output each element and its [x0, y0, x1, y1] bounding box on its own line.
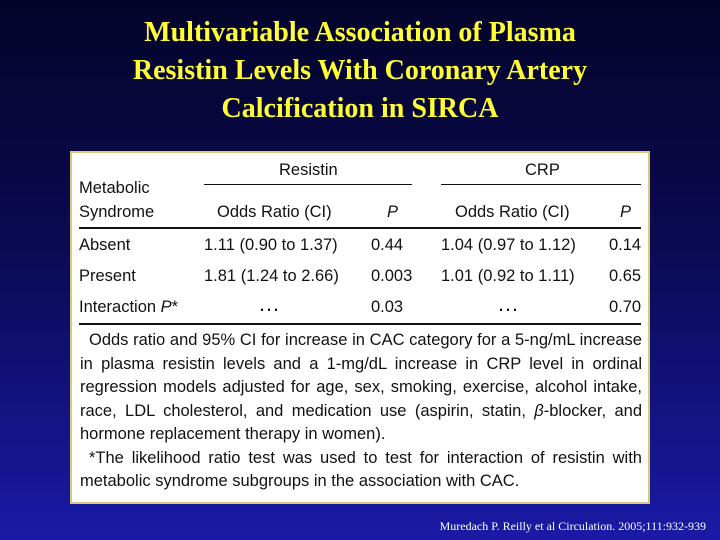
col-header-crp-or: Odds Ratio (CI)	[455, 203, 570, 221]
row-header-line-2: Syndrome	[79, 203, 155, 221]
row-label-absent: Absent	[79, 236, 131, 254]
table-panel	[70, 151, 650, 504]
footnote-text-2: -blocker, and hormone replacement therapy in women).	[80, 401, 642, 443]
title-line-2: Resistin Levels With Coronary Artery	[132, 55, 588, 86]
col-header-resistin-or: Odds Ratio (CI)	[217, 203, 332, 221]
cell-interaction-resistin-or: …	[258, 291, 280, 316]
cell-present-resistin-or: 1.81 (1.24 to 2.66)	[204, 267, 339, 285]
cell-present-resistin-p: 0.003	[371, 267, 413, 285]
slide-title	[0, 14, 720, 128]
col-header-crp-p: P	[620, 203, 632, 221]
group-rule-resistin	[204, 184, 412, 185]
group-rule-crp	[441, 184, 641, 185]
footnote-text-1: Odds ratio and 95% CI for increase in CAC category for a 5-ng/mL increase in plasma resistin levels and a 1-mg/dL increase in CRP level in ordinal regression models adjusted for age, sex, smoking, exercise, alcohol intake, race, LDL cholesterol, and medication use (aspirin, statin,	[80, 331, 642, 420]
row-label-present: Present	[79, 267, 136, 285]
header-rule	[79, 227, 641, 229]
cell-present-crp-p: 0.65	[609, 267, 642, 285]
footnote-paragraph	[80, 329, 642, 447]
row-header-line-1: Metabolic	[79, 179, 150, 197]
cell-interaction-crp-or: …	[497, 291, 519, 316]
title-line-1: Multivariable Association of Plasma	[144, 17, 576, 48]
footnote-asterisk-note: *The likelihood ratio test was used to test for interaction of resistin with metabolic syndrome subgroups in the association with CAC.	[80, 448, 642, 490]
group-header-resistin: Resistin	[279, 161, 338, 179]
cell-present-crp-or: 1.01 (0.92 to 1.11)	[441, 267, 575, 285]
cell-interaction-resistin-p: 0.03	[371, 298, 404, 316]
interaction-label-text: Interaction P*	[79, 298, 179, 316]
table-bottom-rule	[79, 323, 641, 325]
cell-absent-crp-or: 1.04 (0.97 to 1.12)	[441, 236, 576, 254]
cell-interaction-crp-p: 0.70	[609, 298, 642, 316]
cell-absent-resistin-p: 0.44	[371, 236, 404, 254]
row-label-interaction	[79, 297, 178, 317]
group-header-crp: CRP	[525, 161, 560, 179]
cell-absent-resistin-or: 1.11 (0.90 to 1.37)	[204, 236, 338, 254]
title-line-3: Calcification in SIRCA	[221, 93, 499, 124]
table-footnote	[80, 329, 642, 494]
beta-symbol: β	[534, 401, 544, 420]
citation: Muredach P. Reilly et al Circulation. 2005;111:932-939	[439, 519, 706, 533]
p-symbol: P	[160, 298, 172, 316]
col-header-resistin-p: P	[387, 203, 399, 221]
cell-absent-crp-p: 0.14	[609, 236, 642, 254]
